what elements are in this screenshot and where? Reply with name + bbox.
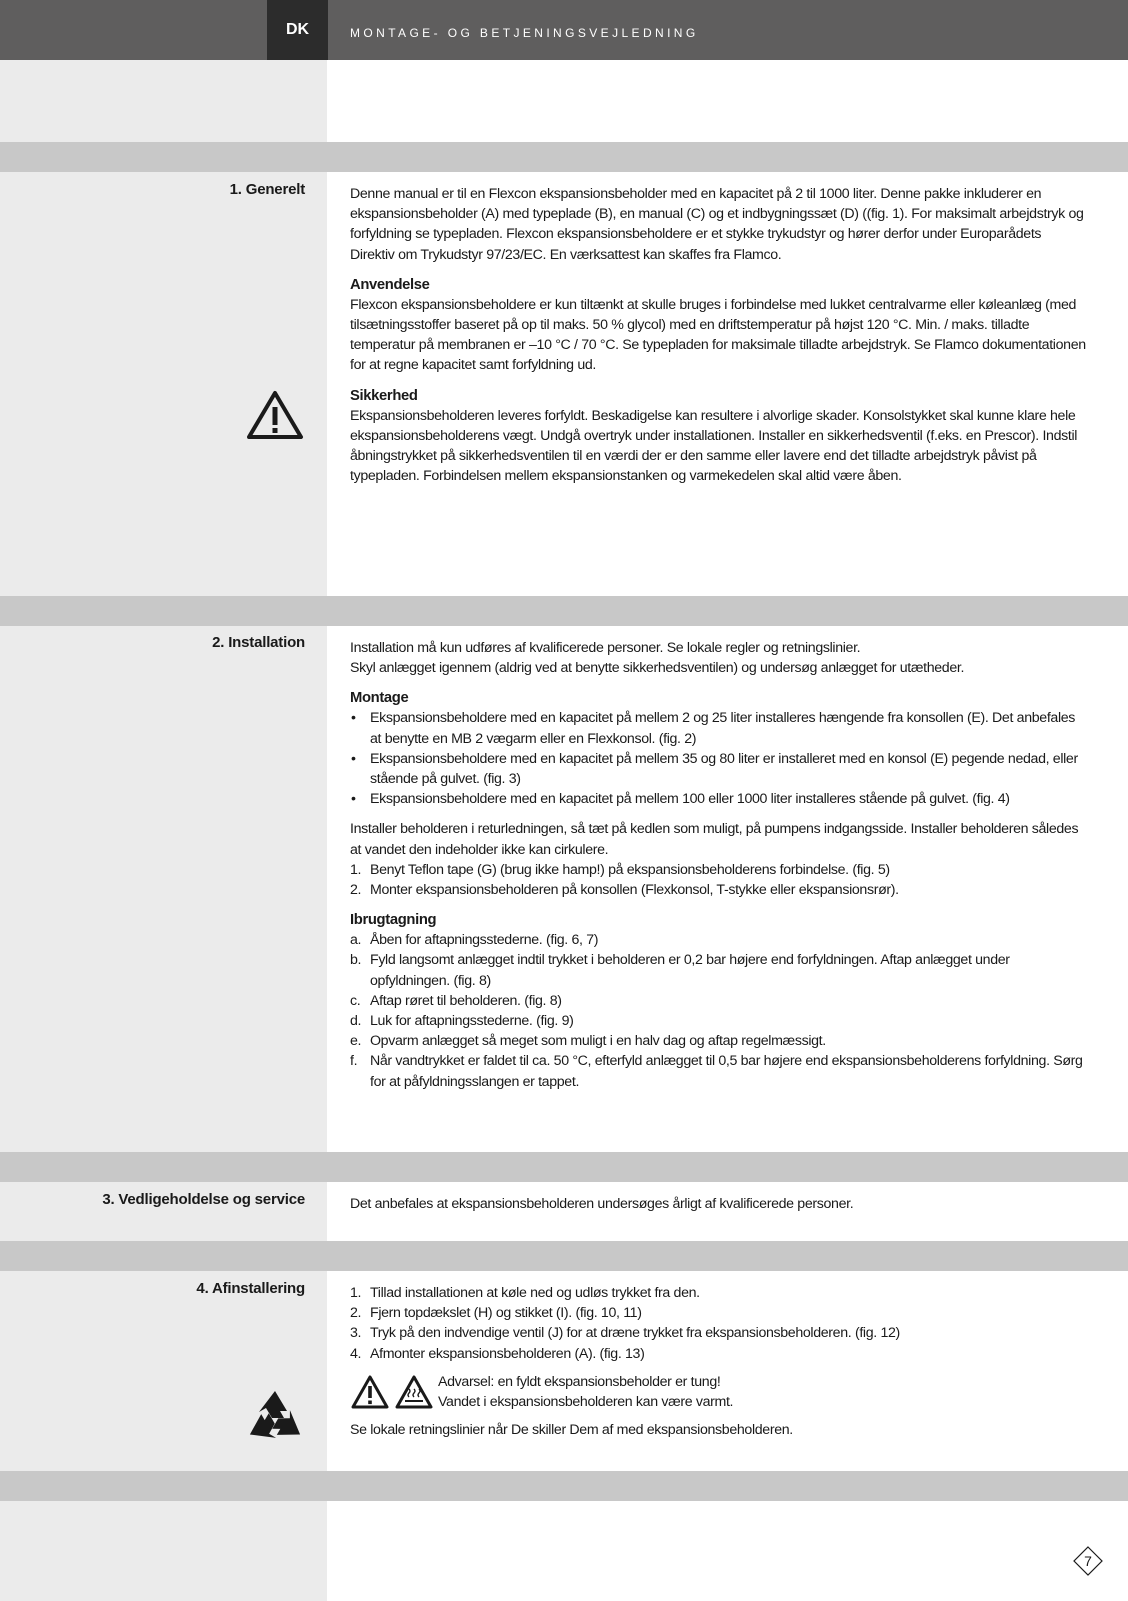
- recycle-icon: [244, 1387, 306, 1452]
- afinstallering-steps: [350, 1283, 1086, 1364]
- list-item: [350, 1031, 1086, 1051]
- installation-intro-2: Skyl anlægget igennem (aldrig ved at benytte sikkerhedsventilen) og undersøg anlægget for utætheder.: [350, 660, 965, 677]
- list-text: Luk for aftapningsstederne. (fig. 9): [370, 1013, 574, 1030]
- list-marker: 2.: [350, 1305, 362, 1322]
- section-band: [0, 142, 1128, 172]
- list-text: Fjern topdækslet (H) og stikket (I). (fig. 10, 11): [370, 1305, 642, 1322]
- document-title: MONTAGE- OG BETJENINGSVEJLEDNING: [350, 26, 699, 40]
- list-marker: f.: [350, 1053, 358, 1070]
- list-marker: 4.: [350, 1345, 362, 1362]
- section-label-afinstallering: 4. Afinstallering: [196, 1280, 305, 1297]
- section-band: [0, 596, 1128, 626]
- list-item: [350, 1283, 1086, 1303]
- list-marker: 1.: [350, 1285, 362, 1301]
- list-text: Når vandtrykket er faldet til ca. 50 °C, efterfyld anlægget til 0,5 bar højere end ekspansionsbeholderens forfyldning. Sørg for at påfyldningsslangen er tappet.: [370, 1053, 1083, 1090]
- disposal-text: Se lokale retningslinier når De skiller Dem af med ekspansionsbeholderen.: [350, 1421, 793, 1438]
- list-item: [350, 1051, 1086, 1091]
- sikkerhed-text: Ekspansionsbeholderen leveres forfyldt. Beskadigelse kan resultere i alvorlige skader. Konsolstykket skal kunne klare hele ekspansionsbeholderens vægt. Undgå overtryk under installationen. Installer en sikkerhedsventil (f.eks. en Prescor). Indstil åbningstrykket på sikkerhedsventilen til en værdi der er den samme eller lavere end det tilladte arbejdstryk påvist på typepladen. Forbindelsen mellem ekspansionstanken og varmekedelen skal altid være åben.: [350, 407, 1078, 485]
- section-label-service: 3. Vedligeholdelse og service: [102, 1191, 305, 1208]
- hot-surface-icon: [394, 1374, 434, 1416]
- list-text: Åben for aftapningsstederne. (fig. 6, 7): [370, 932, 599, 949]
- list-item: [350, 1011, 1086, 1031]
- section-service-content: [350, 1194, 1086, 1214]
- list-marker: a.: [350, 932, 362, 949]
- list-text: Afmonter ekspansionsbeholderen (A). (fig. 13): [370, 1345, 645, 1362]
- section-band: [0, 1152, 1128, 1182]
- list-marker: 2.: [350, 882, 362, 899]
- installation-intro-1: Installation må kun udføres af kvalificerede personer. Se lokale regler og retningslinier.: [350, 640, 861, 656]
- list-item: • Ekspansionsbeholdere med en kapacitet på mellem 2 og 25 liter installeres hængende fra konsollen (E). Det anbefales at benytte en MB 2 vægarm eller en Flexkonsol. (fig. 2): [350, 708, 1086, 748]
- list-marker: c.: [350, 992, 361, 1009]
- list-marker: b.: [350, 952, 362, 969]
- list-text: Benyt Teflon tape (G) (brug ikke hamp!) på ekspansionsbeholderens forbindelse. (fig. 5): [370, 861, 890, 878]
- list-item: [350, 991, 1086, 1011]
- montage-heading: Montage: [350, 690, 409, 707]
- generelt-intro: Denne manual er til en Flexcon ekspansionsbeholder med en kapacitet på 2 til 1000 liter. Denne pakke inkluderer en ekspansionsbeholder (A) med typeplade (B), en manual (C) og et indbygningssæt (D) ((fig. 1). For maksimalt arbejdstryk og forfyldning se typepladen. Flexcon ekspansionsbeholdere er et stykke trykudstyr og hører derfor under Europarådets Direktiv om Trykudstyr 97/23/EC. En værksattest kan skaffes fra Flamco.: [350, 186, 1084, 263]
- warning-heavy: Advarsel: en fyldt ekspansionsbeholder er tung!: [438, 1373, 721, 1390]
- section-installation-content: [350, 638, 1086, 1092]
- list-item: [350, 1323, 1086, 1343]
- page-header: [0, 0, 1128, 60]
- anvendelse-heading: Anvendelse: [350, 276, 430, 293]
- ibrugtagning-heading: Ibrugtagning: [350, 912, 437, 929]
- section-label-generelt: 1. Generelt: [229, 181, 305, 198]
- left-margin-column: [0, 0, 327, 1601]
- warning-text: [438, 1372, 733, 1412]
- section-afinstallering-content: [350, 1283, 1086, 1440]
- warning-block: [350, 1372, 1086, 1414]
- list-marker: 1.: [350, 861, 362, 878]
- anvendelse-text: Flexcon ekspansionsbeholdere er kun tiltænkt at skulle bruges i forbindelse med lukket centralvarme eller køleanlæg (med tilsætningsstoffer baseret på op til maks. 50 % glycol) med en driftstemperatur på højst 120 °C. Min. / maks. tilladte temperatur på membranen er –10 °C / 70 °C. Se typepladen for maksimale tilladte arbejdstryk. Se Flamco dokumentationen for at regne kapacitet samt forfyldning ud.: [350, 296, 1086, 374]
- list-text: Fyld langsomt anlægget indtil trykket i beholderen er 0,2 bar højere end forfyldningen. Aftap anlægget under opfyldningen. (fig. 8): [370, 952, 1010, 989]
- warning-triangle-icon: [350, 1374, 390, 1416]
- list-item: • Ekspansionsbeholdere med en kapacitet på mellem 100 eller 1000 liter installeres stående på gulvet. (fig. 4): [350, 789, 1086, 809]
- list-item: [350, 860, 1086, 880]
- list-text: Aftap røret til beholderen. (fig. 8): [370, 992, 562, 1009]
- list-text: Tryk på den indvendige ventil (J) for at dræne trykket fra ekspansionsbeholderen. (fig. 12): [370, 1325, 900, 1342]
- list-text: Tillad installationen at køle ned og udløs trykket fra den.: [370, 1285, 700, 1301]
- section-band: [0, 1241, 1128, 1271]
- list-text: Opvarm anlægget så meget som muligt i en halv dag og aftap regelmæssigt.: [370, 1033, 826, 1050]
- service-text: Det anbefales at ekspansionsbeholderen undersøges årligt af kvalificerede personer.: [350, 1196, 854, 1212]
- installation-steps: [350, 860, 1086, 900]
- list-text: Monter ekspansionsbeholderen på konsollen (Flexkonsol, T-stykke eller ekspansionsrør).: [370, 882, 899, 899]
- ibrugtagning-steps: [350, 930, 1086, 1092]
- warning-triangle-icon: [246, 389, 304, 446]
- list-marker: e.: [350, 1033, 362, 1050]
- list-item: [350, 1303, 1086, 1323]
- montage-list: [350, 708, 1086, 809]
- list-marker: d.: [350, 1013, 362, 1030]
- list-item: [350, 930, 1086, 950]
- section-generelt-content: [350, 184, 1086, 486]
- language-badge: DK: [267, 0, 328, 60]
- sikkerhed-heading: Sikkerhed: [350, 387, 418, 404]
- warning-hot: Vandet i ekspansionsbeholderen kan være varmt.: [438, 1394, 734, 1411]
- section-label-installation: 2. Installation: [212, 634, 305, 651]
- list-item: [350, 950, 1086, 990]
- list-item: [350, 880, 1086, 900]
- page-number-label: 7: [1084, 1553, 1092, 1569]
- list-item: [350, 1344, 1086, 1364]
- page-number: [1072, 1545, 1104, 1577]
- placement-text: Installer beholderen i returledningen, så tæt på kedlen som muligt, på pumpens indgangsside. Installer beholderen således at vandet den indeholder ikke kan cirkulere.: [350, 821, 1079, 858]
- section-band: [0, 1471, 1128, 1501]
- list-marker: 3.: [350, 1325, 362, 1342]
- list-item: • Ekspansionsbeholdere med en kapacitet på mellem 35 og 80 liter er installeret med en konsol (E) pegende nedad, eller stående på gulvet. (fig. 3): [350, 749, 1086, 789]
